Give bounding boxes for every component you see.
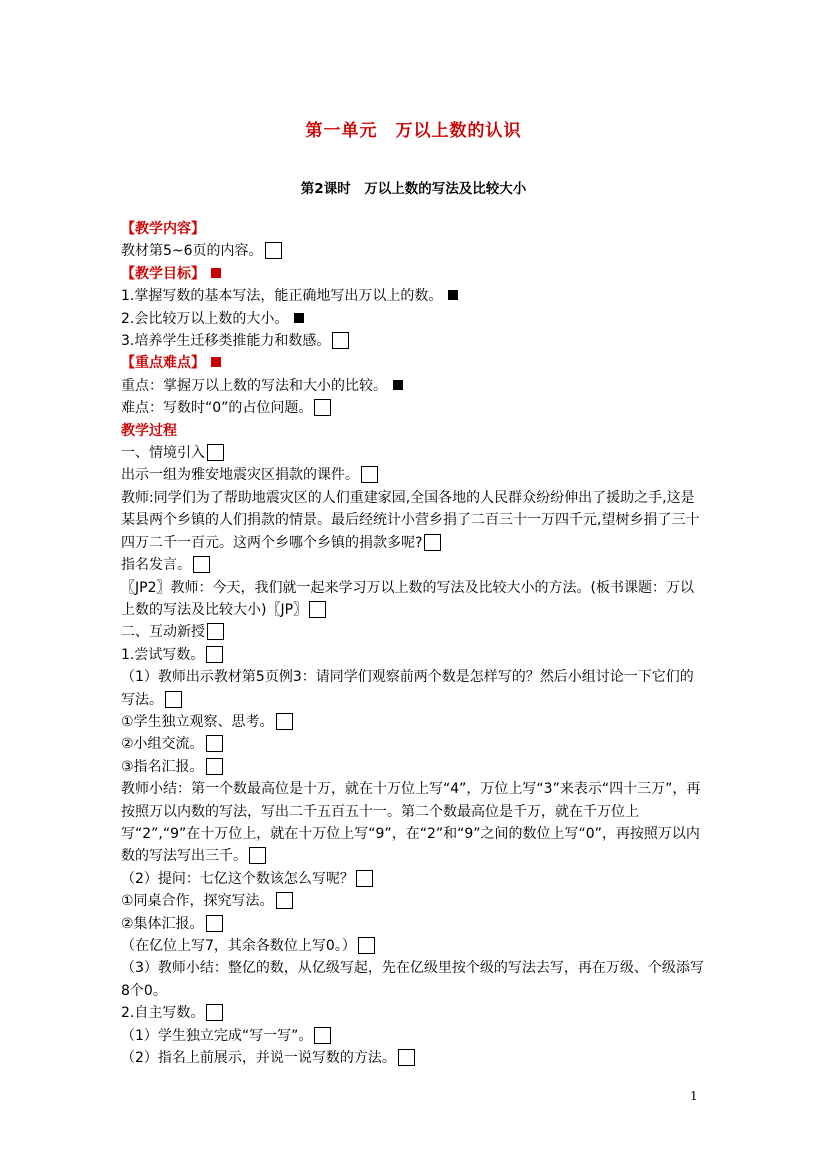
text-line (121, 308, 706, 330)
empty-box-icon (309, 601, 326, 618)
line-text: 2.会比较万以上数的大小。 (121, 310, 289, 327)
empty-box-icon (356, 870, 373, 887)
line-text: 2.自主写数。 (121, 1005, 205, 1022)
line-text: 二、互动新授 (121, 624, 205, 641)
line-text: 教材第5~6页的内容。 (121, 243, 263, 260)
empty-box-icon (207, 444, 224, 461)
line-text: （2）提问：七亿这个数该怎么写呢？ (121, 870, 354, 887)
line-text: （3）教师小结：整亿的数，从亿级写起，先在亿级里按个级的写法去写，再在万级、个级添写8个0。 (121, 960, 704, 999)
section-heading (121, 263, 706, 285)
empty-box-icon (165, 691, 182, 708)
line-text: 1.尝试写数。 (121, 646, 205, 663)
black-square-icon (393, 380, 403, 390)
line-text: 【教学内容】 (121, 221, 205, 237)
text-line (121, 375, 706, 397)
line-text: ①同桌合作，探究写法。 (121, 893, 274, 910)
text-line (121, 1025, 706, 1047)
line-text: （1）教师出示教材第5页例3：请同学们观察前两个数是怎样写的？然后小组讨论一下它们的写法。 (121, 669, 694, 708)
empty-box-icon (265, 242, 282, 259)
line-text: 【重点难点】 (121, 355, 205, 372)
line-text: ②集体汇报。 (121, 915, 204, 932)
line-text: 出示一组为雅安地震灾区捐款的课件。 (121, 467, 359, 484)
text-line (121, 913, 706, 935)
line-text: 3.培养学生迁移类推能力和数感。 (121, 333, 331, 350)
text-line (121, 397, 706, 419)
line-text: （1）学生独立完成“写一写”。 (121, 1027, 313, 1044)
unit-title: 第一单元 万以上数的认识 (305, 121, 522, 141)
text-line (121, 778, 706, 868)
section-heading (121, 420, 706, 442)
text-line (121, 935, 706, 957)
lesson-subtitle: 第2课时 万以上数的写法及比较大小 (300, 181, 527, 197)
line-text: ①学生独立观察、思考。 (121, 713, 274, 730)
text-line (121, 487, 706, 554)
text-line (121, 644, 706, 666)
text-line (121, 957, 706, 1002)
text-line (121, 711, 706, 733)
section-heading (121, 218, 706, 240)
line-text: 教学过程 (121, 422, 177, 439)
empty-box-icon (424, 534, 441, 551)
empty-box-icon (206, 646, 223, 663)
empty-box-icon (332, 332, 349, 349)
text-line (121, 666, 706, 711)
line-text: 难点：写数时“0”的占位问题。 (121, 400, 313, 417)
text-line (121, 890, 706, 912)
empty-box-icon (206, 915, 223, 932)
line-text: 指名发言。 (121, 557, 191, 574)
text-line (121, 733, 706, 755)
text-line (121, 756, 706, 778)
line-text: 重点：掌握万以上数的写法和大小的比较。 (121, 377, 387, 394)
text-line (121, 442, 706, 464)
line-text: 〖JP2〗教师：今天，我们就一起来学习万以上数的写法及比较大小的方法。(板书课题：万以上数的写法及比较大小)〖JP〗 (121, 579, 694, 618)
section-heading (121, 352, 706, 374)
empty-box-icon (249, 847, 266, 864)
red-square-icon (211, 357, 221, 367)
empty-box-icon (361, 466, 378, 483)
empty-box-icon (207, 623, 224, 640)
empty-box-icon (193, 556, 210, 573)
line-text: 一、情境引入 (121, 445, 205, 462)
line-text: 教师小结：第一个数最高位是十万，就在十万位上写“4”，万位上写“3”来表示“四十三万”，再按照万以内数的写法，写出二千五百五十一。第二个数最高位是千万，就在千万位上写“2”,“9”在十万位上，就在十万位上写“9”，在“2”和“9”之间的数位上写“0”，再按照万以内数的写法写出三千。 (121, 781, 701, 865)
line-text: ③指名汇报。 (121, 758, 204, 775)
lesson-body (121, 218, 706, 1069)
line-text: （2）指名上前展示，并说一说写数的方法。 (121, 1050, 396, 1067)
text-line (121, 868, 706, 890)
text-line (121, 1047, 706, 1069)
black-square-icon (294, 313, 304, 323)
red-square-icon (211, 268, 221, 278)
empty-box-icon (398, 1049, 415, 1066)
empty-box-icon (206, 758, 223, 775)
black-square-icon (448, 290, 458, 300)
line-text: （在亿位上写7，其余各数位上写0。） (121, 938, 356, 954)
line-text: ②小组交流。 (121, 736, 204, 753)
empty-box-icon (206, 735, 223, 752)
empty-box-icon (276, 892, 293, 909)
empty-box-icon (276, 713, 293, 730)
line-text: 1.掌握写数的基本写法，能正确地写出万以上的数。 (121, 288, 443, 305)
text-line (121, 554, 706, 576)
text-line (121, 285, 706, 307)
line-text: 教师:同学们为了帮助地震灾区的人们重建家园,全国各地的人民群众纷纷伸出了援助之手,这是某县两个乡镇的人们捐款的情景。最后经统计小营乡捐了二百三十一万四千元,望树乡捐了三十四万二千一百元。这两个乡哪个乡镇的捐款多呢? (121, 489, 700, 551)
empty-box-icon (314, 399, 331, 416)
text-line (121, 1002, 706, 1024)
text-line (121, 330, 706, 352)
empty-box-icon (314, 1027, 331, 1044)
text-line (121, 621, 706, 643)
text-line (121, 577, 706, 622)
page-number: 1 (690, 1089, 698, 1103)
line-text: 【教学目标】 (121, 265, 205, 282)
empty-box-icon (358, 937, 375, 954)
text-line (121, 464, 706, 486)
empty-box-icon (206, 1004, 223, 1021)
text-line (121, 240, 706, 262)
